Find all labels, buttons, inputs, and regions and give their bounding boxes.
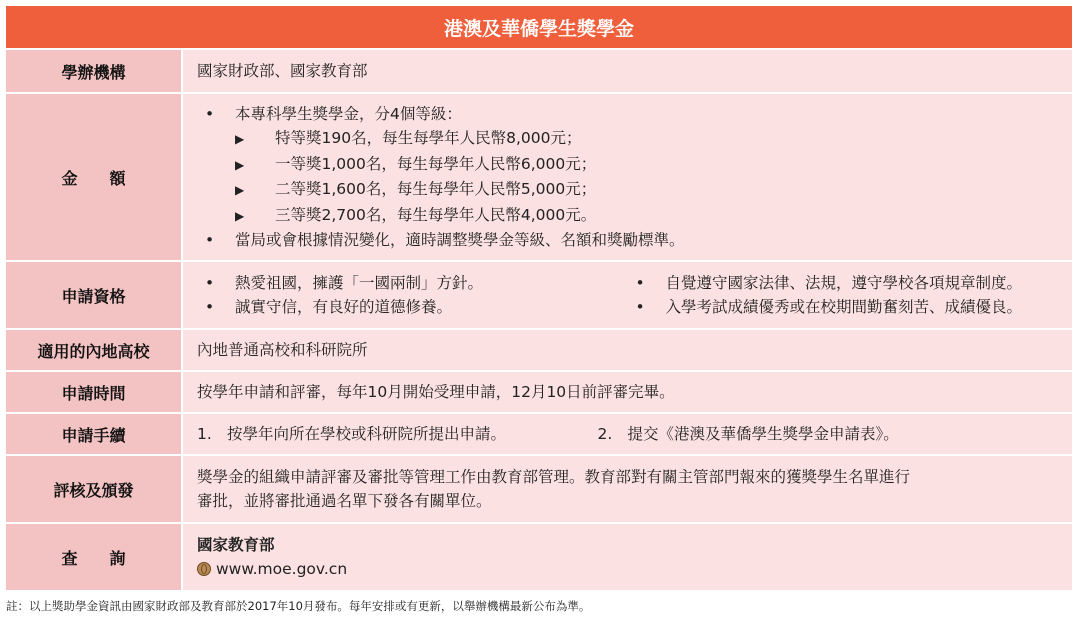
list-item <box>598 422 1059 447</box>
website-url[interactable]: www.moe.gov.cn <box>216 560 348 578</box>
bullet-icon: • <box>205 273 215 292</box>
grade-text: 特等獎190名，每生每學年人民幣8,000元； <box>275 129 582 147</box>
row-label: 申請手續 <box>6 414 181 454</box>
list-item <box>197 126 1058 152</box>
review-text: 獎學金的組織申請評審及審批等管理工作由教育部管理。教育部對有關主管部門報來的獲獎學生名單進行 <box>197 467 911 486</box>
eligibility-text: 自覺遵守國家法律、法規，遵守學校各項規章制度。 <box>665 273 1023 292</box>
row-value <box>183 414 1072 454</box>
eligibility-text: 入學考試成績優秀或在校期間勤奮刻苦、成績優良。 <box>665 298 1023 316</box>
institutions-text: 內地普通高校和科研院所 <box>197 340 368 359</box>
list-item <box>197 422 658 447</box>
step-number: 2. <box>597 424 613 443</box>
arrow-bullet-icon: ▶ <box>235 208 245 223</box>
row-label: 適用的內地高校 <box>6 330 181 370</box>
enquiry-org: 國家教育部 <box>197 535 275 554</box>
list-item <box>197 295 628 320</box>
grade-text: 一等獎1,000名，每生每學年人民幣6,000元； <box>275 154 597 173</box>
row-organizer <box>6 50 1072 92</box>
row-label: 金 額 <box>6 94 181 260</box>
row-value <box>183 330 1072 370</box>
step-text: 提交《港澳及華僑學生獎學金申請表》。 <box>627 424 899 443</box>
row-value <box>183 524 1072 590</box>
review-text: 審批，並將審批通過名單下發各有關單位。 <box>197 492 492 510</box>
row-eligibility <box>6 262 1072 328</box>
step-number: 1. <box>197 424 212 443</box>
period-text: 按學年申請和評審，每年10月開始受理申請，12月10日前評審完畢。 <box>197 382 675 401</box>
arrow-bullet-icon: ▶ <box>235 183 245 197</box>
row-label: 申請時間 <box>6 372 181 412</box>
list-item <box>197 228 1058 253</box>
arrow-bullet-icon: ▶ <box>235 132 245 146</box>
row-value <box>183 262 1072 328</box>
eligibility-text: 熱愛祖國，擁護「一國兩制」方針。 <box>235 273 484 292</box>
row-label: 評核及頒發 <box>6 456 181 522</box>
row-value <box>183 94 1072 260</box>
eligibility-text: 誠實守信，有良好的道德修養。 <box>235 298 453 316</box>
list-item <box>197 271 628 296</box>
amount-note: 當局或會根據情況變化，適時調整獎學金等級、名額和獎勵標準。 <box>235 231 685 249</box>
row-label: 學辦機構 <box>6 50 181 92</box>
row-value <box>183 456 1072 522</box>
list-item <box>628 271 1059 296</box>
globe-icon <box>197 562 211 576</box>
grade-text: 二等獎1,600名，每生每學年人民幣5,000元； <box>275 180 597 198</box>
row-value <box>183 50 1072 92</box>
row-enquiry <box>6 524 1072 590</box>
grade-text: 三等獎2,700名，每生每學年人民幣4,000元。 <box>275 205 597 224</box>
amount-intro: 本專科學生獎學金，分4個等級： <box>235 104 462 123</box>
bullet-icon: • <box>205 231 215 249</box>
bullet-icon: • <box>635 298 645 316</box>
row-value <box>183 372 1072 412</box>
organizer-text: 國家財政部、國家教育部 <box>197 61 368 80</box>
website-link[interactable] <box>197 557 1058 582</box>
table-title: 港澳及華僑學生獎學金 <box>6 6 1072 48</box>
row-label: 申請資格 <box>6 262 181 328</box>
arrow-bullet-icon: ▶ <box>235 157 245 172</box>
list-item <box>197 203 1058 229</box>
row-period <box>6 372 1072 412</box>
list-item <box>197 152 1058 178</box>
row-label: 查 詢 <box>6 524 181 590</box>
row-amount <box>6 94 1072 260</box>
bullet-icon: • <box>205 298 215 316</box>
row-procedure <box>6 414 1072 454</box>
bullet-icon: • <box>635 273 645 292</box>
footnote: 註：以上獎助學金資訊由國家財政部及教育部於2017年10月發布。每年安排或有更新，以舉辦機構最新公布為準。 <box>6 599 591 613</box>
list-item <box>197 177 1058 203</box>
step-text: 按學年向所在學校或科研院所提出申請。 <box>227 424 507 443</box>
row-institutions <box>6 330 1072 370</box>
bullet-icon: • <box>205 104 215 123</box>
list-item <box>628 295 1059 320</box>
row-review <box>6 456 1072 522</box>
list-item <box>197 102 1058 127</box>
